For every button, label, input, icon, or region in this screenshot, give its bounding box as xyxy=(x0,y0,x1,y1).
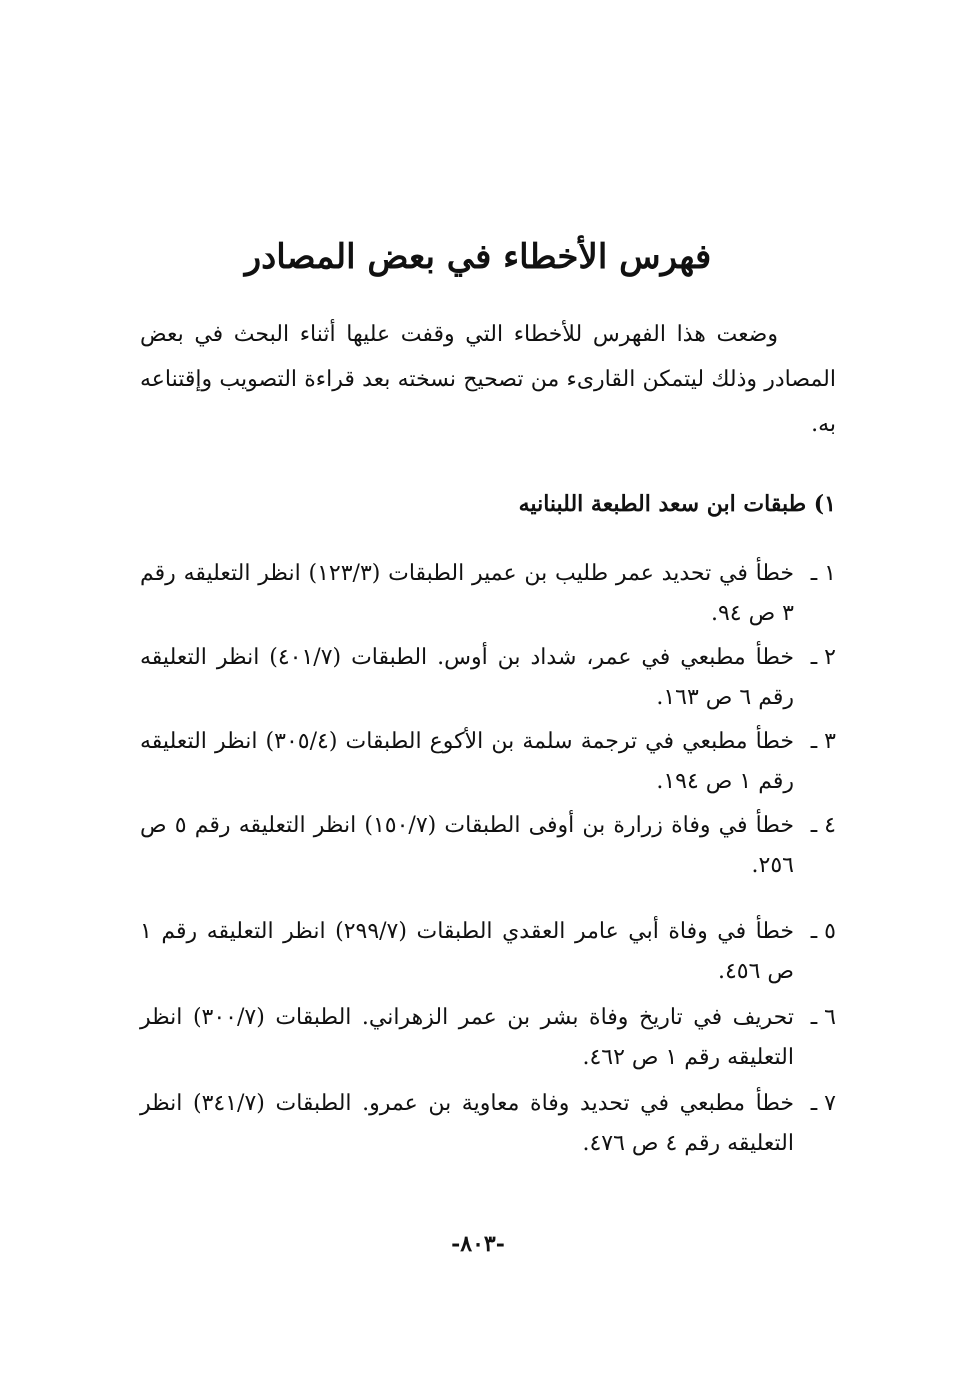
list-item xyxy=(140,806,836,886)
list-item xyxy=(140,1084,836,1164)
list-item xyxy=(140,554,836,634)
entry-number: ٧ ـ xyxy=(810,1091,836,1116)
list-item xyxy=(140,722,836,802)
entry-number: ٤ ـ xyxy=(810,813,836,838)
list-item xyxy=(140,912,836,992)
entry-number: ٣ ـ xyxy=(810,729,836,754)
intro-paragraph: وضعت هذا الفهرس للأخطاء التي وقفت عليها أثناء البحث في بعض المصادر وذلك ليتمكن القارىء من تصحيح نسخته بعد قراءة التصويب وإقتناعه به. xyxy=(140,322,836,437)
entry-text: تحريف في تاريخ وفاة بشر بن عمر الزهراني. الطبقات (٣٠٠/٧) انظر التعليقه رقم ١ ص ٤٦٢. xyxy=(140,1005,794,1070)
entry-text: خطأ في وفاة زرارة بن أوفى الطبقات (١٥٠/٧) انظر التعليقه رقم ٥ ص ٢٥٦. xyxy=(140,813,795,878)
entry-text: خطأ مطبعي في عمر، شداد بن أوس. الطبقات (٤٠١/٧) انظر التعليقه رقم ٦ ص ١٦٣. xyxy=(140,645,794,710)
entry-text: خطأ مطبعي في ترجمة سلمة بن الأكوع الطبقات (٣٠٥/٤) انظر التعليقه رقم ١ ص ١٩٤. xyxy=(140,729,795,794)
page-number: -٨٠٣- xyxy=(451,1231,505,1257)
entry-text: خطأ مطبعي في تحديد وفاة معاوية بن عمرو. الطبقات (٣٤١/٧) انظر التعليقه رقم ٤ ص ٤٧٦. xyxy=(140,1091,794,1156)
list-item xyxy=(140,638,836,718)
entry-text: خطأ في وفاة أبي عامر العقدي الطبقات (٢٩٩/٧) انظر التعليقه رقم ١ ص ٤٥٦. xyxy=(140,919,794,984)
entry-number: ٢ ـ xyxy=(810,645,836,670)
page-title: فهرس الأخطاء في بعض المصادر xyxy=(244,237,712,277)
section-heading: ١) طبقات ابن سعد الطبعة اللبنانيه xyxy=(518,491,836,517)
entry-text: خطأ في تحديد عمر طليب بن عمير الطبقات (١٢٣/٣) انظر التعليقه رقم ٣ ص ٩٤. xyxy=(140,561,794,626)
list-item xyxy=(140,998,836,1078)
entry-number: ٦ ـ xyxy=(810,1005,836,1030)
entry-number: ٥ ـ xyxy=(810,919,836,944)
entry-number: ١ ـ xyxy=(810,561,836,586)
